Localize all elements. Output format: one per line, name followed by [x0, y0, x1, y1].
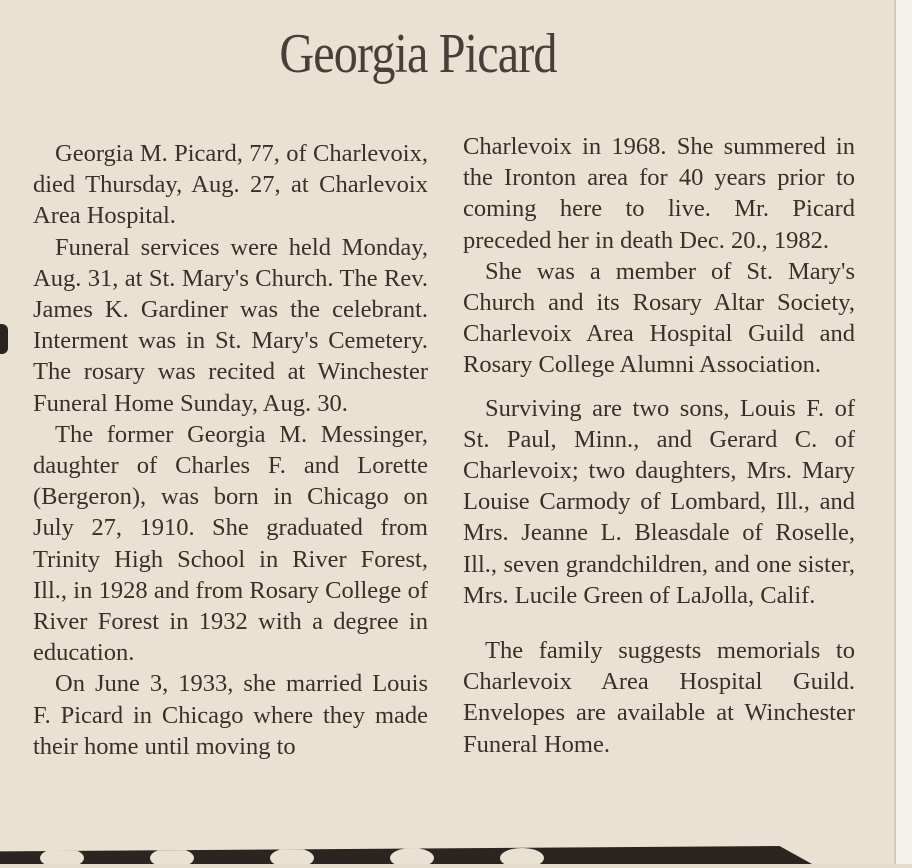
paragraph: Charlevoix in 1968. She summered in the Ironton area for 40 years prior to coming here to live. Mr. Picard preceded her in death Dec. 20., 1982. — [463, 133, 855, 254]
paragraph: On June 3, 1933, she married Louis F. Picard in Chicago where they made their home until moving to — [33, 670, 428, 760]
paragraph: Georgia M. Picard, 77, of Charlevoix, died Thursday, Aug. 27, at Charlevoix Area Hospital. — [33, 140, 428, 230]
paragraph: Surviving are two sons, Louis F. of St. Paul, Minn., and Gerard C. of Charlevoix; two daughters, Mrs. Mary Louise Carmody of Lombard, Ill., and Mrs. Jeanne L. Bleasdale of Roselle, Ill., seven grandchildren, and one sister, Mrs. Lucile Green of LaJolla, Calif. — [463, 394, 855, 609]
paragraph: The former Georgia M. Messinger, daughter of Charles F. and Lorette (Bergeron), was born in Chicago on July 27, 1910. She graduated from Trinity High School in River Forest, Ill., in 1928 and from Rosary College of River Forest in 1932 with a degree in education. — [33, 420, 428, 667]
paragraph: The family suggests memorials to Charlevoix Area Hospital Guild. Envelopes are available at Winchester Funeral Home. — [463, 637, 855, 758]
obituary-headline: Georgia Picard — [279, 23, 557, 85]
paragraph: Funeral services were held Monday, Aug. 31, at St. Mary's Church. The Rev. James K. Gardiner was the celebrant. Interment was in St. Mary's Cemetery. The rosary was recited at Winchester Funeral Home Sunday, Aug. 30. — [33, 233, 428, 417]
right-column — [463, 131, 855, 760]
next-headline-fragment — [0, 846, 812, 864]
paragraph: She was a member of St. Mary's Church and its Rosary Altar Society, Charlevoix Area Hospital Guild and Rosary College Alumni Association. — [463, 257, 855, 379]
left-column — [33, 138, 428, 762]
page-margin — [896, 0, 912, 864]
neighbor-article-fragment — [0, 324, 8, 354]
